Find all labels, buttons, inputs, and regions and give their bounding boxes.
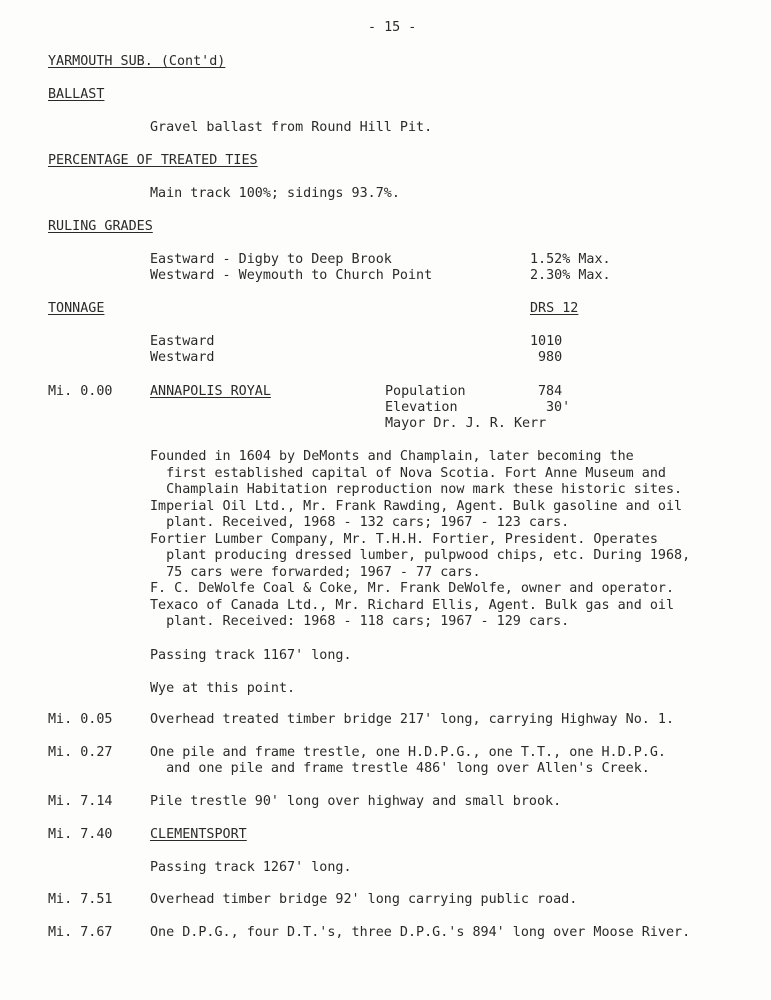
- grade-eastward-label: Eastward - Digby to Deep Brook: [150, 252, 392, 267]
- description-line: F. C. DeWolfe Coal & Coke, Mr. Frank DeWolfe, owner and operator.: [150, 581, 675, 596]
- entry-text: Overhead timber bridge 92' long carrying public road.: [150, 892, 578, 907]
- clementsport-mile: Mi. 7.40: [48, 827, 113, 842]
- description-line: Champlain Habitation reproduction now mark these historic sites.: [150, 482, 683, 497]
- tonnage-eastward-label: Eastward: [150, 334, 215, 349]
- entry-text: Pile trestle 90' long over highway and small brook.: [150, 794, 562, 809]
- population-label: Population: [385, 384, 466, 399]
- clementsport-passing-track: Passing track 1267' long.: [150, 860, 352, 875]
- entry-mile: Mi. 0.27: [48, 745, 113, 760]
- description-line: Founded in 1604 by DeMonts and Champlain, later becoming the: [150, 449, 634, 464]
- grade-westward-label: Westward - Weymouth to Church Point: [150, 268, 433, 283]
- subdivision-header: YARMOUTH SUB. (Cont'd): [48, 54, 226, 69]
- description-line: Texaco of Canada Ltd., Mr. Richard Ellis, Agent. Bulk gas and oil: [150, 597, 675, 613]
- entry-text: Overhead treated timber bridge 217' long, carrying Highway No. 1.: [150, 712, 675, 727]
- entry-mile: Mi. 7.14: [48, 794, 113, 809]
- entry-mile: Mi. 7.67: [48, 925, 113, 940]
- description-line: plant producing dressed lumber, pulpwood chips, etc. During 1968,: [150, 548, 691, 563]
- page-number: - 15 -: [368, 20, 417, 35]
- tonnage-heading: TONNAGE: [48, 301, 105, 316]
- elevation-value: 30': [546, 400, 571, 415]
- ties-text: Main track 100%; sidings 93.7%.: [150, 186, 400, 201]
- description-line: plant. Received: 1968 - 118 cars; 1967 - 129 cars.: [150, 614, 570, 629]
- population-value: 784: [538, 384, 563, 399]
- description-line: first established capital of Nova Scotia. Fort Anne Museum and: [150, 465, 666, 481]
- description-line: 75 cars were forwarded; 1967 - 77 cars.: [150, 564, 481, 580]
- annapolis-passing-track: Passing track 1167' long.: [150, 648, 352, 663]
- description-line: plant. Received, 1968 - 132 cars; 1967 - 123 cars.: [150, 515, 570, 530]
- description-line: Fortier Lumber Company, Mr. T.H.H. Fortier, President. Operates: [150, 531, 658, 547]
- clementsport-name: CLEMENTSPORT: [150, 827, 247, 842]
- entry-mile: Mi. 7.51: [48, 892, 113, 907]
- annapolis-name: ANNAPOLIS ROYAL: [150, 384, 271, 399]
- annapolis-wye: Wye at this point.: [150, 681, 296, 696]
- entry-text: and one pile and frame trestle 486' long over Allen's Creek.: [150, 761, 650, 776]
- grade-westward-value: 2.30% Max.: [530, 268, 611, 283]
- tonnage-eastward-value: 1010: [530, 334, 563, 349]
- elevation-label: Elevation: [385, 400, 458, 415]
- grades-heading: RULING GRADES: [48, 219, 153, 234]
- mayor: Mayor Dr. J. R. Kerr: [385, 416, 547, 431]
- ballast-text: Gravel ballast from Round Hill Pit.: [150, 120, 433, 135]
- entry-text: One D.P.G., four D.T.'s, three D.P.G.'s 894' long over Moose River.: [150, 925, 691, 940]
- annapolis-mile: Mi. 0.00: [48, 384, 113, 399]
- entry-mile: Mi. 0.05: [48, 712, 113, 727]
- tonnage-westward-value: 980: [538, 350, 563, 365]
- ballast-heading: BALLAST: [48, 87, 105, 102]
- description-line: Imperial Oil Ltd., Mr. Frank Rawding, Agent. Bulk gasoline and oil: [150, 498, 683, 514]
- entry-text: One pile and frame trestle, one H.D.P.G., one T.T., one H.D.P.G.: [150, 745, 666, 760]
- grade-eastward-value: 1.52% Max.: [530, 252, 611, 267]
- tonnage-class: DRS 12: [530, 301, 579, 316]
- tonnage-westward-label: Westward: [150, 350, 215, 365]
- ties-heading: PERCENTAGE OF TREATED TIES: [48, 153, 258, 168]
